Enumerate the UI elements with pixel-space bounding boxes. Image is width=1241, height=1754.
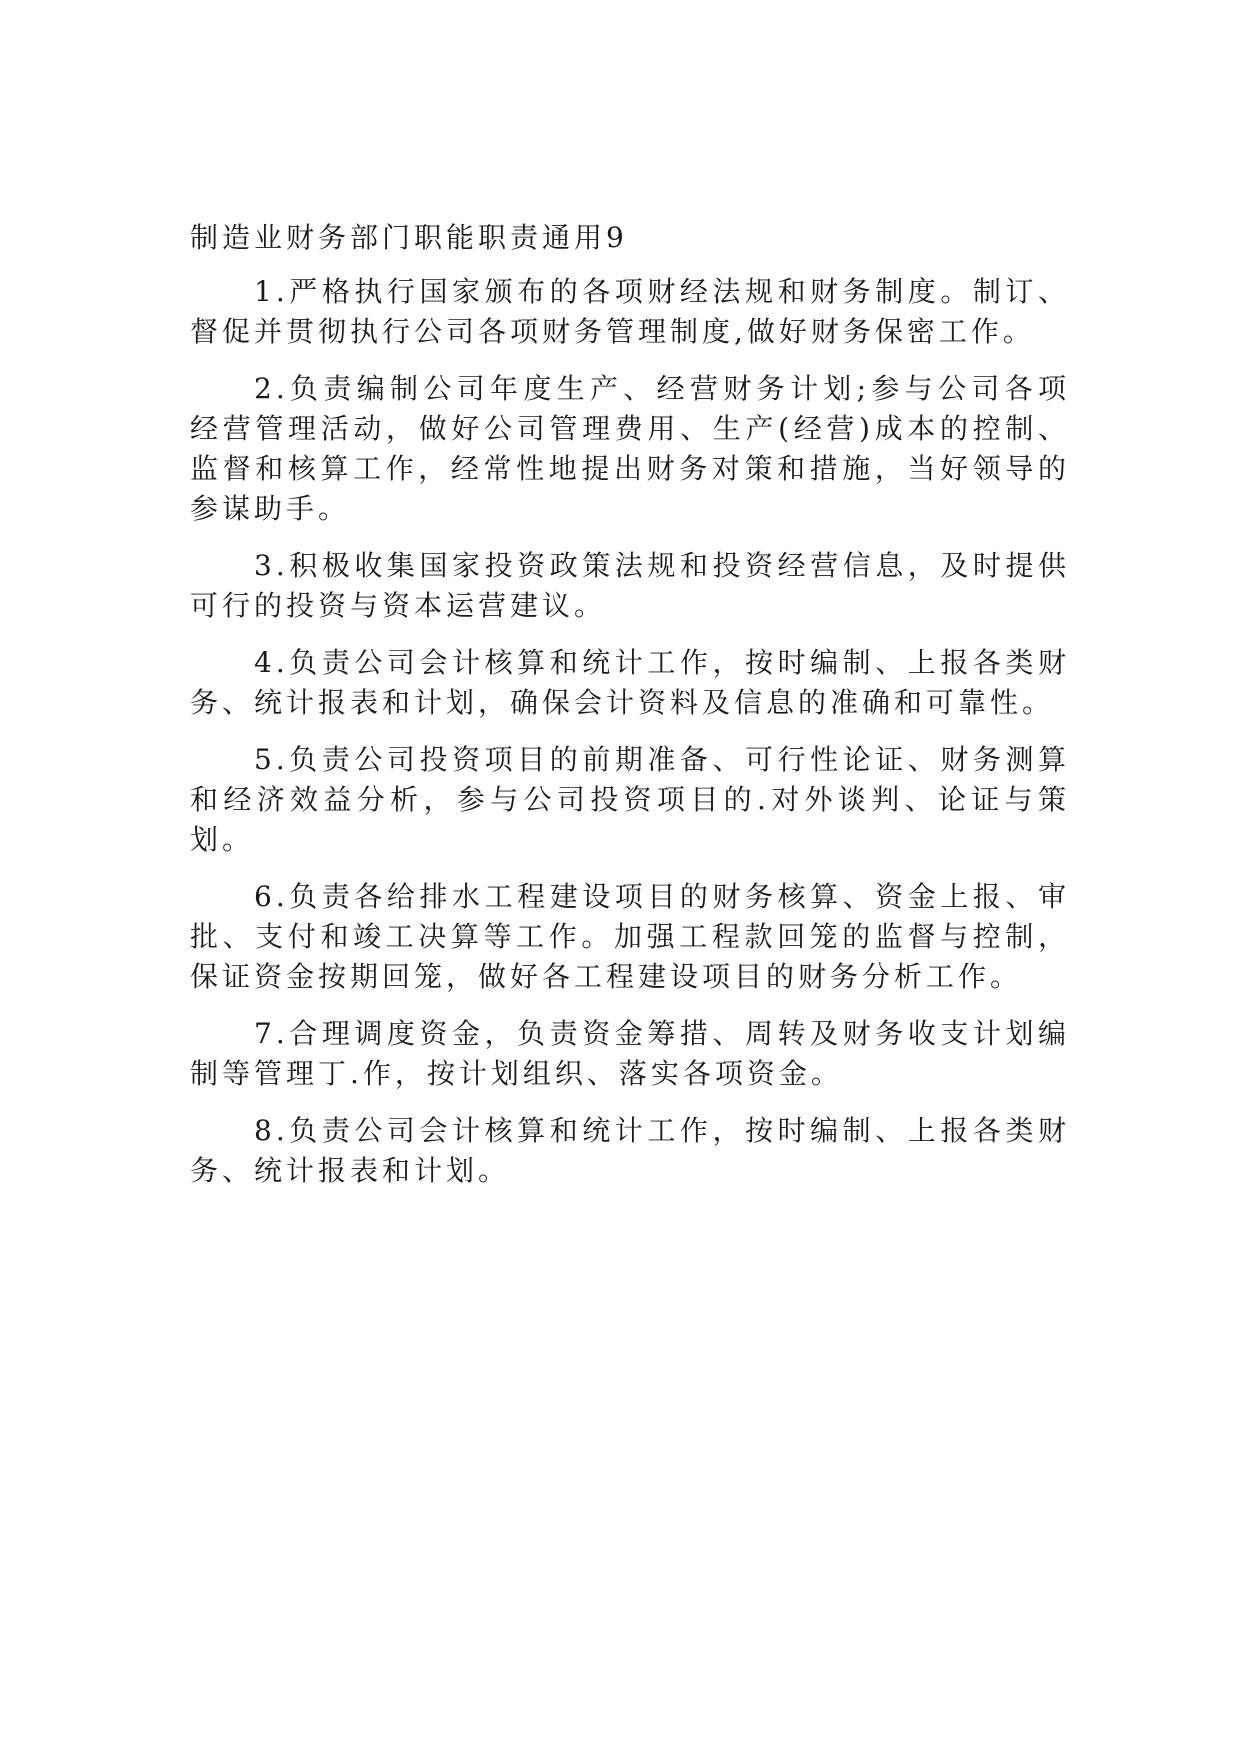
document-body (190, 218, 1070, 1191)
paragraph-4: 4.负责公司会计核算和统计工作，按时编制、上报各类财务、统计报表和计划，确保会计资料及信息的准确和可靠性。 (190, 646, 1070, 719)
paragraph-2: 2.负责编制公司年度生产、经营财务计划;参与公司各项经营管理活动，做好公司管理费用、生产(经营)成本的控制、监督和核算工作，经常性地提出财务对策和措施，当好领导的参谋助手。 (190, 372, 1070, 525)
document-title: 制造业财务部门职能职责通用9 (190, 221, 628, 254)
paragraph-7: 7.合理调度资金，负责资金筹措、周转及财务收支计划编制等管理丁.作，按计划组织、落实各项资金。 (190, 1017, 1070, 1090)
paragraph-8: 8.负责公司会计核算和统计工作，按时编制、上报各类财务、统计报表和计划。 (190, 1114, 1070, 1187)
paragraph-5: 5.负责公司投资项目的前期准备、可行性论证、财务测算和经济效益分析，参与公司投资项目的.对外谈判、论证与策划。 (190, 743, 1070, 856)
paragraph-1: 1.严格执行国家颁布的各项财经法规和财务制度。制订、督促并贯彻执行公司各项财务管理制度,做好财务保密工作。 (190, 275, 1070, 348)
paragraph-3: 3.积极收集国家投资政策法规和投资经营信息，及时提供可行的投资与资本运营建议。 (190, 549, 1070, 622)
paragraph-6: 6.负责各给排水工程建设项目的财务核算、资金上报、审批、支付和竣工决算等工作。加强工程款回笼的监督与控制，保证资金按期回笼，做好各工程建设项目的财务分析工作。 (190, 880, 1070, 993)
